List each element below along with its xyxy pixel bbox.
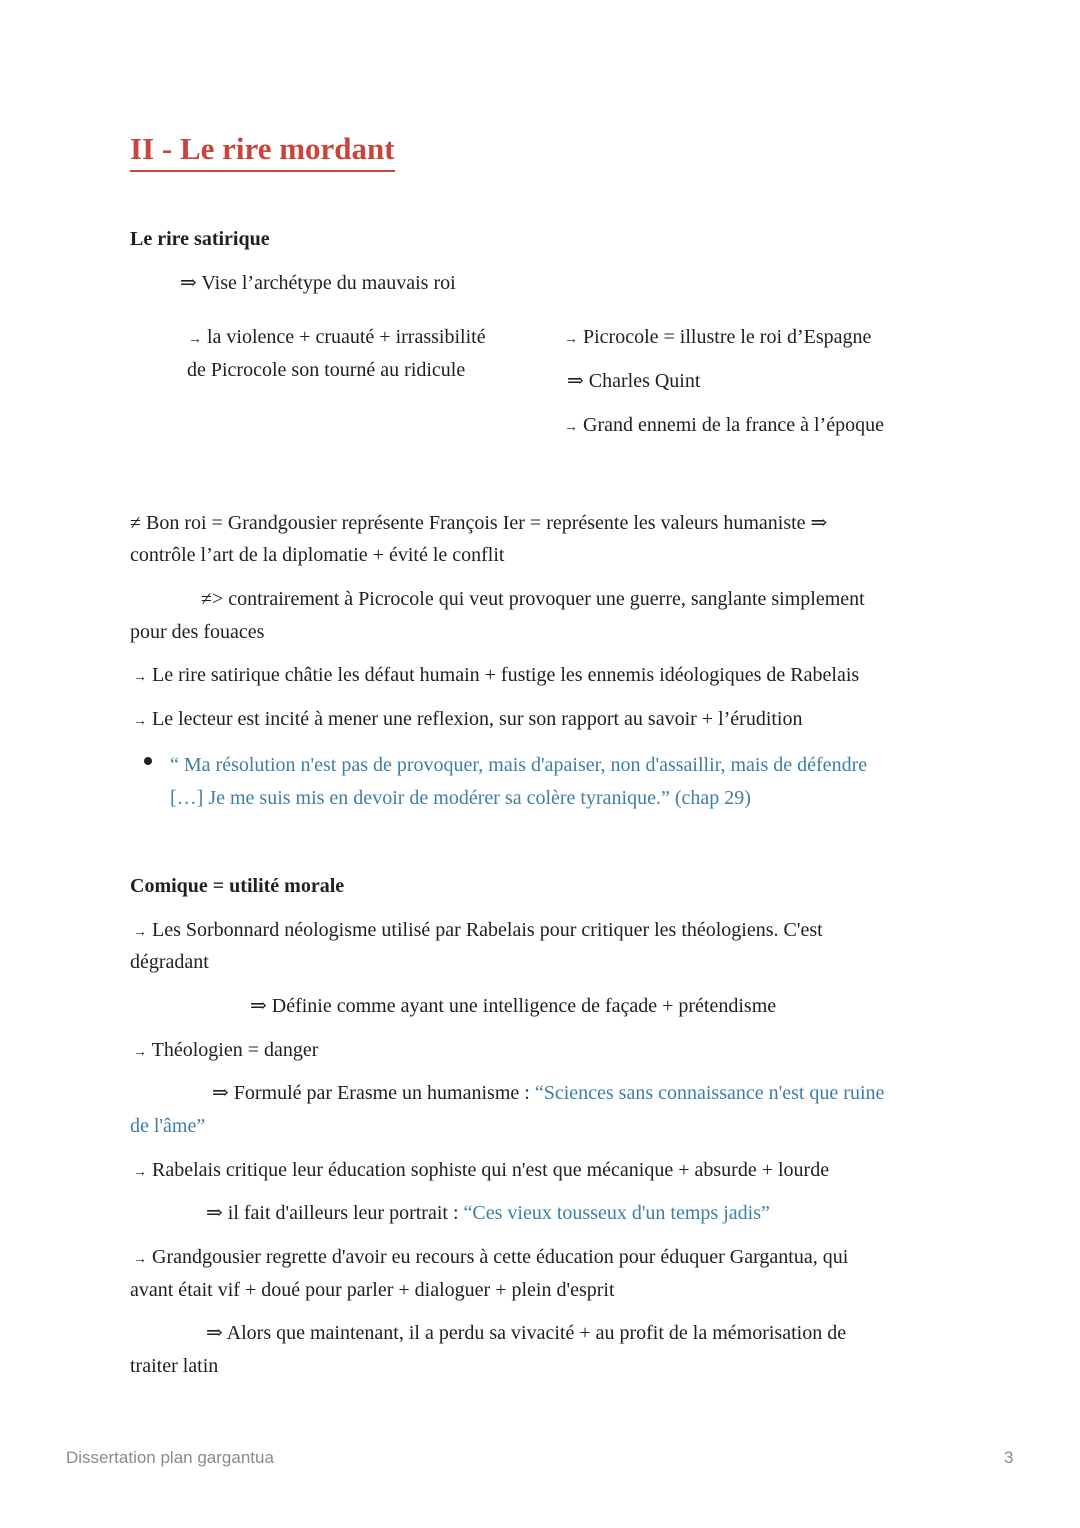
- subheading-rire-satirique: Le rire satirique: [130, 228, 270, 250]
- text-line: [133, 1034, 318, 1069]
- text-span: Le lecteur est incité à mener une reflexion, sur son rapport au savoir + l’érudition: [152, 708, 803, 730]
- text-line: de Picrocole son tourné au ridicule: [187, 359, 466, 381]
- arrow-icon: →: [133, 714, 147, 729]
- text-line: [133, 659, 859, 694]
- text-line: [206, 1197, 770, 1229]
- subheading-comique: Comique = utilité morale: [130, 875, 345, 897]
- text-span: Le rire satirique châtie les défaut humain + fustige les ennemis idéologiques de Rabelais: [152, 664, 860, 686]
- text-line: pour des fouaces: [130, 621, 265, 643]
- arrow-icon: →: [564, 332, 578, 347]
- page-number: 3: [1004, 1448, 1014, 1467]
- quote-line: […] Je me suis mis en devoir de modérer sa colère tyranique.” (chap 29): [170, 787, 751, 809]
- text-span: Grandgousier regrette d'avoir eu recours à cette éducation pour éduquer Gargantua, qui: [152, 1246, 849, 1268]
- text-span: ⇒ Formulé par Erasme un humanisme :: [212, 1082, 535, 1104]
- text-line: avant était vif + doué pour parler + dialoguer + plein d'esprit: [130, 1279, 615, 1301]
- text-line: traiter latin: [130, 1355, 219, 1377]
- quote-span: “Sciences sans connaissance n'est que ruine: [534, 1082, 885, 1104]
- text-line: ⇒ Vise l’archétype du mauvais roi: [180, 272, 456, 294]
- text-line: [564, 321, 871, 356]
- arrow-icon: →: [564, 420, 578, 435]
- text-line: [133, 1241, 848, 1276]
- text-span: Les Sorbonnard néologisme utilisé par Rabelais pour critiquer les théologiens. C'est: [152, 919, 823, 941]
- text-line: [212, 1077, 884, 1109]
- text-line: [133, 703, 803, 738]
- text-span: la violence + cruauté + irrassibilité: [207, 326, 486, 348]
- arrow-icon: →: [133, 1252, 147, 1267]
- arrow-icon: →: [133, 925, 147, 940]
- text-line: [564, 409, 884, 444]
- section-title: II - Le rire mordant: [130, 128, 395, 172]
- arrow-icon: →: [133, 670, 147, 685]
- bullet-icon: [144, 757, 152, 765]
- text-span: Théologien = danger: [151, 1039, 319, 1061]
- text-line: [133, 1154, 829, 1189]
- text-span: Rabelais critique leur éducation sophiste qui n'est que mécanique + absurde + lourde: [152, 1159, 830, 1181]
- text-line: ⇒ Alors que maintenant, il a perdu sa vivacité + au profit de la mémorisation de: [206, 1322, 847, 1344]
- text-line: ≠ Bon roi = Grandgousier représente François Ier = représente les valeurs humaniste ⇒: [130, 512, 828, 534]
- arrow-icon: →: [133, 1045, 147, 1060]
- footer-title: Dissertation plan gargantua: [66, 1448, 274, 1467]
- text-line: ⇒ Charles Quint: [567, 370, 701, 392]
- text-line: ⇒ Définie comme ayant une intelligence de façade + prétendisme: [250, 995, 777, 1017]
- quote-line: de l'âme”: [130, 1115, 206, 1137]
- quote-span: “Ces vieux tousseux d'un temps jadis”: [463, 1202, 770, 1224]
- text-span: Picrocole = illustre le roi d’Espagne: [583, 326, 872, 348]
- text-span: Grand ennemi de la france à l’époque: [583, 414, 884, 436]
- text-line: [133, 914, 823, 949]
- arrow-icon: →: [133, 1165, 147, 1180]
- text-line: [188, 321, 486, 356]
- text-span: ⇒ il fait d'ailleurs leur portrait :: [206, 1202, 464, 1224]
- text-line: ≠> contrairement à Picrocole qui veut provoquer une guerre, sanglante simplement: [201, 588, 865, 610]
- arrow-icon: →: [188, 332, 202, 347]
- quote-line: “ Ma résolution n'est pas de provoquer, mais d'apaiser, non d'assaillir, mais de défendre: [170, 754, 868, 776]
- text-line: contrôle l’art de la diplomatie + évité le conflit: [130, 544, 505, 566]
- text-line: dégradant: [130, 951, 209, 973]
